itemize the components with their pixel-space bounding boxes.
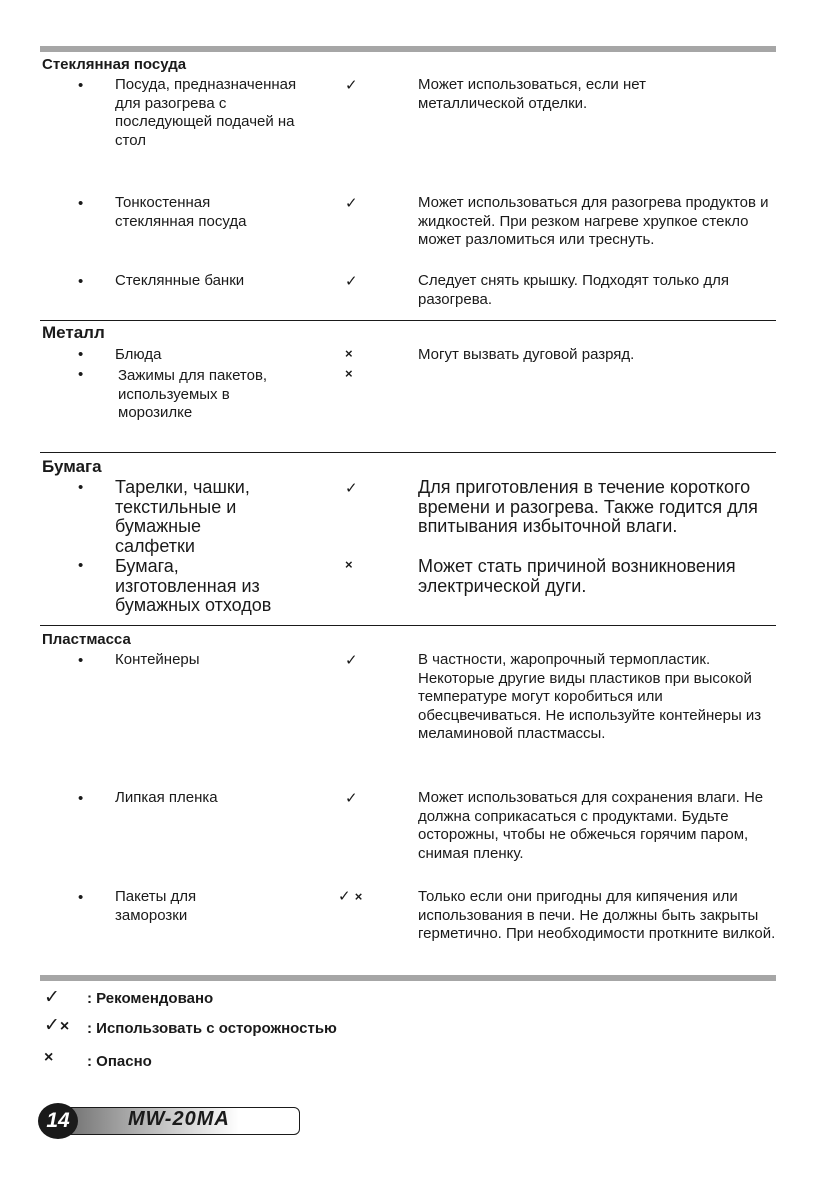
legend-caution: : Использовать с осторожностью	[87, 1020, 337, 1037]
item-name: Бумага, изготовленная из бумажных отходов	[115, 556, 272, 615]
item-description: Для приготовления в течение короткого времени и разогрева. Также годится для впитывания избыточной влаги.	[418, 477, 758, 536]
divider	[40, 452, 776, 453]
item-description: Только если они пригодны для кипячения или использования в печи. Не должны быть закрыты герметично. При необходимости проткните вилкой.	[418, 888, 776, 943]
section-title-plastic: Пластмасса	[42, 631, 131, 648]
check-icon: ✓	[345, 790, 358, 807]
bottom-bar	[40, 975, 776, 981]
section-title-metal: Металл	[42, 323, 105, 342]
item-description: Могут вызвать дуговой разряд.	[418, 346, 635, 363]
item-description: Может использоваться, если нет металлической отделки.	[418, 76, 646, 112]
top-bar	[40, 46, 776, 52]
section-title-paper: Бумага	[42, 457, 102, 476]
page-footer	[38, 1103, 268, 1139]
bullet: •	[78, 346, 84, 363]
x-mark: ×	[345, 346, 353, 361]
item-description: В частности, жаропрочный термопластик. Некоторые другие виды пластиков при высокой температуре могут коробиться или обесцвечиваться. Не используйте контейнеры из меламиновой пластмассы.	[418, 651, 762, 743]
legend-danger: : Опасно	[87, 1053, 152, 1070]
bullet: •	[78, 889, 84, 906]
bullet: •	[78, 195, 84, 212]
item-name: Тарелки, чашки, текстильные и бумажные салфетки	[115, 477, 250, 556]
divider	[40, 320, 776, 321]
check-icon: ✓	[345, 195, 358, 212]
check-icon: ✓	[345, 480, 358, 497]
model-name: MW-20MA	[128, 1108, 230, 1130]
item-description: Может использоваться для разогрева продуктов и жидкостей. При резком нагреве хрупкое стекло может разломиться или треснуть.	[418, 194, 769, 249]
bullet: •	[78, 652, 84, 669]
check-mark: ✓	[44, 1015, 60, 1036]
check-icon: ✓	[345, 273, 358, 290]
item-name: Посуда, предназначенная для разогрева с последующей подачей на стол	[115, 76, 297, 149]
x-mark: ×	[345, 557, 353, 572]
item-name: Пакеты для заморозки	[115, 888, 197, 924]
x-mark: ×	[59, 1018, 70, 1035]
item-name: Контейнеры	[115, 651, 200, 668]
item-name: Зажимы для пакетов, используемых в морозилке	[118, 367, 268, 422]
x-icon	[44, 1046, 53, 1068]
x-icon	[345, 365, 353, 383]
item-description: Может использоваться для сохранения влаги. Не должна соприкасаться с продуктами. Будьте осторожны, чтобы не обжечься горячим паром, снимая пленку.	[418, 789, 764, 862]
check-x-icon	[338, 888, 362, 906]
bullet: •	[78, 77, 84, 94]
bullet: •	[78, 479, 84, 496]
bullet: •	[78, 790, 84, 807]
check-icon: ✓	[345, 77, 358, 94]
page-number: 14	[38, 1103, 78, 1139]
check-x-icon	[44, 1014, 69, 1037]
check-mark: ✓	[338, 888, 351, 905]
legend-recommended: : Рекомендовано	[87, 990, 214, 1007]
item-description: Следует снять крышку. Подходят только для разогрева.	[418, 272, 730, 308]
divider	[40, 625, 776, 626]
bullet: •	[78, 366, 84, 383]
check-icon: ✓	[44, 987, 60, 1008]
bullet: •	[78, 273, 84, 290]
item-name: Тонкостенная стеклянная посуда	[115, 194, 247, 230]
x-icon	[345, 345, 353, 363]
bullet: •	[78, 557, 84, 574]
item-name: Липкая пленка	[115, 789, 218, 806]
item-name: Блюда	[115, 346, 162, 363]
item-description: Может стать причиной возникновения электрической дуги.	[418, 556, 736, 596]
section-title-glass: Стеклянная посуда	[42, 56, 187, 73]
item-name: Стеклянные банки	[115, 272, 245, 289]
x-icon	[345, 556, 353, 574]
x-mark: ×	[354, 889, 363, 904]
x-mark: ×	[345, 366, 353, 381]
x-mark: ×	[44, 1049, 54, 1066]
check-icon: ✓	[345, 652, 358, 669]
